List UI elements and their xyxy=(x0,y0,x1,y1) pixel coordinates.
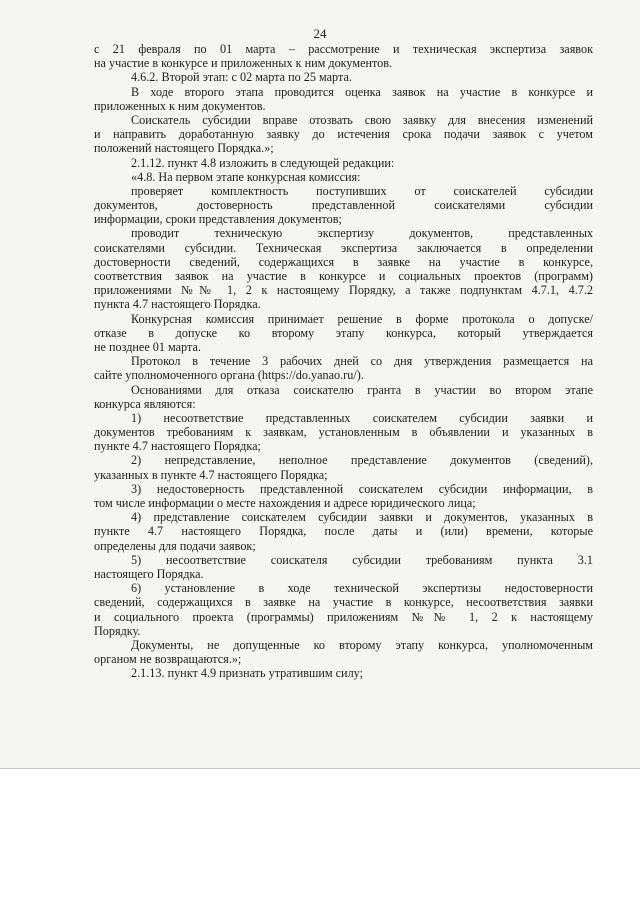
paragraph xyxy=(94,113,593,156)
text-line: 1) несоответствие представленных соискателем субсидии заявки и xyxy=(131,410,593,425)
paragraph xyxy=(94,70,593,84)
text-line: Основаниями для отказа соискателю гранта в участии во втором этапе xyxy=(131,382,593,397)
text-line: 6) установление в ходе технической экспертизы недостоверности xyxy=(131,581,593,596)
paragraph xyxy=(94,411,593,454)
text-line: Документы, не допущенные ко второму этапу конкурса, уполномоченным xyxy=(131,637,593,652)
text-line: пункте 4.7 настоящего Порядка, после даты и (или) времени, которые xyxy=(94,524,593,539)
text-line: отказе в допуске ко второму этапу конкурса, который утверждается xyxy=(94,325,593,340)
text-line: 2) непредставление, неполное представление документов (сведений), xyxy=(131,453,593,468)
paragraph xyxy=(94,666,593,680)
text-line: настоящего Порядка. xyxy=(94,566,204,581)
text-line: 2.1.12. пункт 4.8 изложить в следующей редакции: xyxy=(131,155,395,170)
text-line: с 21 февраля по 01 марта – рассмотрение и техническая экспертиза заявок xyxy=(94,42,593,56)
paragraph xyxy=(94,510,593,553)
text-line: 2.1.13. пункт 4.9 признать утратившим силу; xyxy=(131,666,363,681)
paragraph xyxy=(94,482,593,510)
text-line: Конкурсная комиссия принимает решение в форме протокола о допуске/ xyxy=(131,311,593,326)
text-line: 3) недостоверность представленной соискателем субсидии информации, в xyxy=(131,481,593,496)
paragraph xyxy=(94,453,593,481)
text-line: указанных в пункте 4.7 настоящего Порядка; xyxy=(94,467,328,482)
text-line: «4.8. На первом этапе конкурсная комиссия: xyxy=(131,169,361,184)
text-line: документов, достоверность представленной соискателями субсидии xyxy=(94,198,593,213)
paragraph xyxy=(94,638,593,666)
text-line: пункта 4.7 настоящего Порядка. xyxy=(94,297,261,312)
paragraph xyxy=(94,354,593,382)
page-number: 24 xyxy=(313,26,327,41)
text-line: достоверности сведений, содержащихся в заявке на участие в конкурсе, xyxy=(94,254,593,269)
text-line: сайте уполномоченного органа (https://do.yanao.ru/). xyxy=(94,368,364,383)
text-line: том числе информации о месте нахождения и адресе юридического лица; xyxy=(94,496,476,510)
text-line: Порядку. xyxy=(94,623,141,638)
text-line: 4) представление соискателем субсидии заявки и документов, указанных в xyxy=(131,510,593,525)
text-line: сведений, содержащихся в заявке на участие в конкурсе, несоответствия заявки xyxy=(94,595,593,610)
text-line: и направить доработанную заявку до истечения срока подачи заявок с учетом xyxy=(94,127,593,142)
text-line: и социального проекта (программы) приложениям №№ 1, 2 к настоящему xyxy=(94,609,593,624)
paragraph xyxy=(94,553,593,581)
text-line: конкурса являются: xyxy=(94,396,196,411)
text-line: органом не возвращаются.»; xyxy=(94,652,242,667)
paragraph xyxy=(94,156,593,170)
paragraph xyxy=(94,170,593,184)
paragraph xyxy=(94,581,593,638)
paragraph xyxy=(94,42,593,70)
text-line: приложениями №№ 1, 2 к настоящему Порядку, а также подпунктам 4.7.1, 4.7.2 xyxy=(94,283,593,298)
paragraph xyxy=(94,85,593,113)
text-line: определены для подачи заявок; xyxy=(94,538,256,553)
text-line: В ходе второго этапа проводится оценка заявок на участие в конкурсе и xyxy=(131,84,593,99)
text-line: пункте 4.7 настоящего Порядка; xyxy=(94,439,261,454)
text-line: документов требованиям к заявкам, установленным в объявлении и указанных в xyxy=(94,425,593,440)
text-line: информации, сроки представления документов; xyxy=(94,212,342,227)
paragraph xyxy=(94,226,593,311)
text-line: не позднее 01 марта. xyxy=(94,339,201,354)
text-line: соответствия заявок на участие в конкурсе и социальных проектов (программ) xyxy=(94,269,593,283)
text-line: 4.6.2. Второй этап: с 02 марта по 25 марта. xyxy=(131,70,352,85)
paragraph xyxy=(94,383,593,411)
text-line: Протокол в течение 3 рабочих дней со дня утверждения размещается на xyxy=(131,354,593,369)
document-body xyxy=(94,42,593,680)
text-line: проводит техническую экспертизу документов, представленных xyxy=(131,226,593,241)
paragraph xyxy=(94,184,593,227)
text-line: 5) несоответствие соискателя субсидии требованиям пункта 3.1 xyxy=(131,552,593,567)
text-line: приложенных к ним документов. xyxy=(94,98,266,113)
text-line: соискателями субсидии. Техническая экспертиза заключается в определении xyxy=(94,240,593,255)
text-line: на участие в конкурсе и приложенных к ним документов. xyxy=(94,56,393,71)
text-line: Соискатель субсидии вправе отозвать свою заявку для внесения изменений xyxy=(131,112,593,127)
text-line: проверяет комплектность поступивших от соискателей субсидии xyxy=(131,183,593,198)
text-line: положений настоящего Порядка.»; xyxy=(94,141,274,156)
paragraph xyxy=(94,312,593,355)
